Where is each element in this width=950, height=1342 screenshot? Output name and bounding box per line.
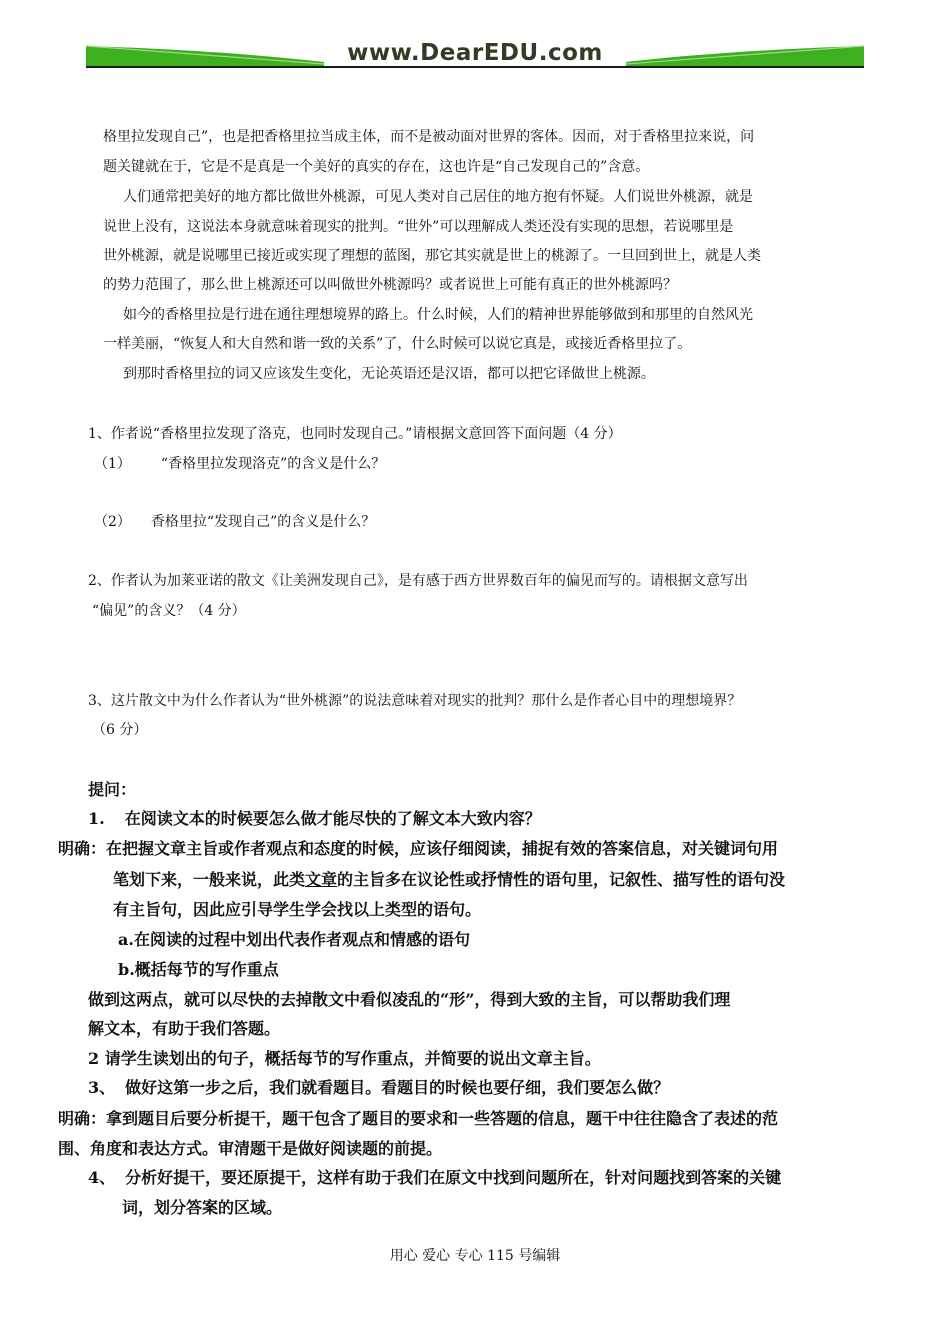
passage-line: 一样美丽，“恢复人和大自然和谐一致的关系”了，什么时候可以说它真是，或接近香格里拉了。 xyxy=(103,336,692,352)
question-2-line: 2、作者认为加莱亚诺的散文《让美洲发现自己》，是有感于西方世界数百年的偏见而写的。请根据文意写出 xyxy=(88,573,748,589)
note-1-text: 在阅读文本的时候要怎么做才能尽快的了解文本大致内容？ xyxy=(124,809,541,828)
note-3-text: 做好这第一步之后，我们就看题目。看题目的时候也要仔细，我们要怎么做？ xyxy=(125,1078,670,1097)
clarify-2-line: 围、角度和表达方式。审清题干是做好阅读题的前提。 xyxy=(58,1139,443,1158)
clarify-1-text: 的主旨多在议论性或抒情性的语句里，记叙性、描写性的语句没 xyxy=(337,870,786,889)
clarify-1-line xyxy=(113,864,785,895)
note-3 xyxy=(88,1072,669,1103)
site-logo-text[interactable]: www.DearEDU.com xyxy=(347,40,603,66)
note-summary-line: 做到这两点，就可以尽快的去掉散文中看似凌乱的“形”，得到大致的主旨，可以帮助我们理 xyxy=(88,990,731,1009)
site-header xyxy=(86,38,864,74)
question-3-line: （6 分） xyxy=(92,722,148,738)
note-3-number: 3、 xyxy=(88,1078,116,1097)
question-1: 1、作者说“香格里拉发现了洛克，也同时发现自己。”请根据文意回答下面问题（4 分） xyxy=(88,426,622,442)
passage-line: 题关键就在于，它是不是真是一个美好的真实的存在，这也许是“自己发现自己的”含意。 xyxy=(103,159,650,175)
clarify-2-line: 明确：拿到题目后要分析提干，题干包含了题目的要求和一些答题的信息，题干中往往隐含了表述的范 xyxy=(58,1109,779,1128)
notes-heading: 提问： xyxy=(88,780,137,799)
clarify-1-line: 有主旨句，因此应引导学生学会找以上类型的语句。 xyxy=(113,900,482,919)
passage-line: 格里拉发现自己”，也是把香格里拉当成主体，而不是被动面对世界的客体。因而，对于香格里拉来说，问 xyxy=(103,129,755,145)
question-1-1 xyxy=(94,449,884,479)
passage-line: 人们通常把美好的地方都比做世外桃源，可见人类对自己居住的地方抱有怀疑。人们说世外桃源，就是 xyxy=(123,189,753,205)
passage-line: 世外桃源，就是说哪里已接近或实现了理想的蓝图，那它其实就是世上的桃源了。一旦回到世上，就是人类 xyxy=(103,248,761,264)
note-2: 2 请学生读划出的句子，概括每节的写作重点，并简要的说出文章主旨。 xyxy=(88,1049,601,1068)
question-1-2-text: 香格里拉“发现自己”的含义是什么？ xyxy=(150,514,376,530)
page-footer: 用心 爱心 专心 115 号编辑 xyxy=(389,1248,561,1264)
passage-line: 到那时香格里拉的词又应该发生变化，无论英语还是汉语，都可以把它译做世上桃源。 xyxy=(123,366,655,382)
clarify-1-text: 笔划下来，一般来说，此类 xyxy=(113,870,306,889)
note-summary-line: 解文本，有助于我们答题。 xyxy=(88,1019,281,1038)
note-4-text: 分析好提干，要还原提干，这样有助于我们在原文中找到问题所在，针对问题找到答案的关键 xyxy=(125,1168,782,1187)
passage-line: 的势力范围了，那么世上桃源还可以叫做世外桃源吗？或者说世上可能有真正的世外桃源吗？ xyxy=(103,277,677,293)
question-1-2-number: （2） xyxy=(94,514,131,530)
question-1-2 xyxy=(94,507,884,537)
note-4-line: 词，划分答案的区域。 xyxy=(122,1198,283,1217)
note-b: b.概括每节的写作重点 xyxy=(118,960,279,979)
header-rule xyxy=(86,66,864,68)
note-1 xyxy=(88,803,541,834)
clarify-1-underlined: 文章 xyxy=(305,870,338,889)
question-1-1-number: （1） xyxy=(94,456,131,472)
note-1-number: 1. xyxy=(88,809,105,828)
question-2-line: “偏见”的含义？（4 分） xyxy=(92,603,246,619)
question-1-1-text: “香格里拉发现洛克”的含义是什么？ xyxy=(160,456,386,472)
question-3-line: 3、这片散文中为什么作者认为“世外桃源”的说法意味着对现实的批判？那什么是作者心目中的理想境界？ xyxy=(88,693,742,709)
note-a: a.在阅读的过程中划出代表作者观点和情感的语句 xyxy=(118,930,470,949)
clarify-1-line: 明确：在把握文章主旨或作者观点和态度的时候，应该仔细阅读，捕捉有效的答案信息，对关键词句用 xyxy=(58,839,779,858)
note-4 xyxy=(88,1162,781,1193)
passage-line: 如今的香格里拉是行进在通往理想境界的路上。什么时候，人们的精神世界能够做到和那里的自然风光 xyxy=(123,307,753,323)
passage-line: 说世上没有，这说法本身就意味着现实的批判。“世外”可以理解成人类还没有实现的思想，若说哪里是 xyxy=(103,219,734,235)
note-4-number: 4、 xyxy=(88,1168,116,1187)
